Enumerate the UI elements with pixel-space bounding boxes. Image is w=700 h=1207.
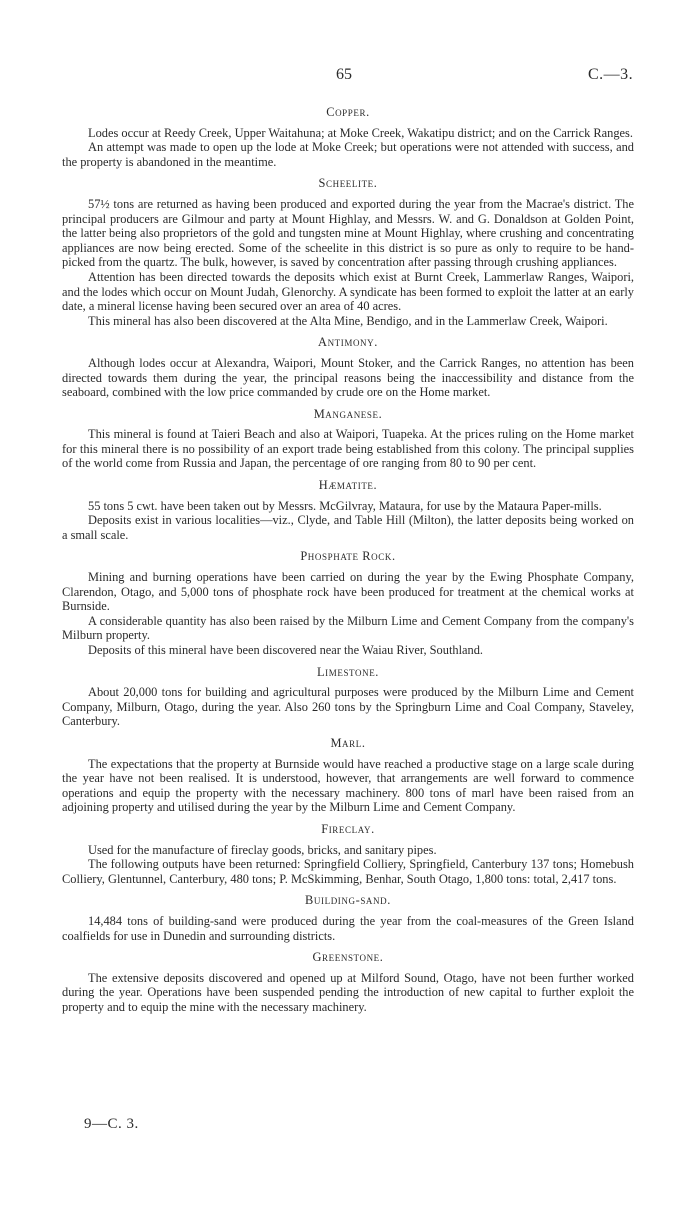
section-building-sand (62, 893, 634, 943)
paragraph: 57½ tons are returned as having been produced and exported during the year from the Macrae's district. The principal producers are Gilmour and party at Mount Highlay, and Messrs. W. and G. Donaldson at Golden Point, the latter being also proprietors of the gold and tungsten mine at Mount Highlay, where crushing and concentrating appliances are now being erected. Some of the scheelite in this district is so pure as only to require to be hand-picked from the quartz. The bulk, however, is saved by concentration after passing through crushing appliances. (62, 196, 634, 270)
signature-reference: 9—C. 3. (84, 1116, 139, 1132)
document-reference: C.—3. (588, 66, 634, 83)
paragraph: Lodes occur at Reedy Creek, Upper Waitahuna; at Moke Creek, Wakatipu district; and on the Carrick Ranges. (88, 125, 633, 140)
paragraph: This mineral has also been discovered at the Alta Mine, Bendigo, and in the Lammerlaw Creek, Waipori. (88, 313, 608, 328)
paragraph: The following outputs have been returned: Springfield Colliery, Springfield, Canterbury 137 tons; Homebush Colliery, Glentunnel, Canterbury, 480 tons; P. McSkimming, Benhar, South Otago, 1,800 tons: total, 2,417 tons. (62, 857, 634, 886)
section-marl (62, 736, 634, 815)
section-copper (62, 105, 634, 169)
paragraph: The expectations that the property at Burnside would have reached a productive stage on a large scale during the year have not been realised. It is understood, however, that arrangements are well forward to commence operations and equip the property with the necessary machinery. 800 tons of marl have been raised from an adjoining property and utilised during the year by the Milburn Lime and Cement Company. (62, 756, 634, 815)
paragraph: A considerable quantity has also been raised by the Milburn Lime and Cement Company from the company's Milburn property. (62, 613, 634, 643)
paragraph: Used for the manufacture of fireclay goods, bricks, and sanitary pipes. (88, 842, 437, 857)
paragraph: This mineral is found at Taieri Beach and also at Waipori, Tuapeka. At the prices ruling on the Home market for this mineral there is no possibility of an export trade being established from this colony. The principal supplies of the world come from Russia and Japan, the percentage of ore ranging from 80 to 90 per cent. (62, 427, 634, 471)
section-antimony (62, 335, 634, 399)
section-title: Marl. (330, 735, 366, 750)
section-manganese (62, 407, 634, 471)
paragraph: About 20,000 tons for building and agricultural purposes were produced by the Milburn Lime and Cement Company, Milburn, Otago, during the year. Also 260 tons by the Springburn Lime and Coal Company, Staveley, Canterbury. (62, 685, 634, 729)
section-haematite (62, 478, 634, 542)
section-title: Fireclay. (321, 821, 375, 836)
section-title: Antimony. (318, 335, 378, 350)
page-header (0, 66, 700, 88)
section-greenstone (62, 950, 634, 1014)
paragraph: The extensive deposits discovered and opened up at Milford Sound, Otago, have not been further worked during the year. Operations have been suspended pending the introduction of new capital to further exploit the property and to equip the mine with the necessary machinery. (62, 970, 634, 1014)
section-title: Phosphate Rock. (300, 549, 396, 564)
section-fireclay (62, 822, 634, 886)
paragraph: 55 tons 5 cwt. have been taken out by Messrs. McGilvray, Mataura, for use by the Mataura Paper-mills. (88, 498, 602, 513)
paragraph: 14,484 tons of building-sand were produced during the year from the coal-measures of the Green Island coalfields for use in Dunedin and surrounding districts. (62, 913, 634, 943)
section-title: Limestone. (316, 664, 379, 679)
paragraph: Deposits of this mineral have been discovered near the Waiau River, Southland. (88, 643, 484, 657)
section-title: Scheelite. (318, 176, 378, 191)
section-title: Manganese. (313, 406, 383, 421)
section-phosphate-rock (62, 549, 634, 657)
paragraph: An attempt was made to open up the lode at Moke Creek; but operations were not attended with success, and the property is abandoned in the meantime. (62, 140, 634, 169)
section-title: Building-sand. (305, 893, 391, 908)
section-title: Hæmatite. (318, 478, 378, 493)
section-scheelite (62, 176, 634, 328)
section-limestone (62, 665, 634, 729)
paragraph: Mining and burning operations have been carried on during the year by the Ewing Phosphate Company, Clarendon, Otago, and 5,000 tons of phosphate rock have been produced for treatment at the chemical works at Burnside. (62, 570, 634, 614)
document-body (62, 98, 634, 1014)
paragraph: Although lodes occur at Alexandra, Waipori, Mount Stoker, and the Carrick Ranges, no attention has been directed towards them during the year, the principal reasons being the inaccessibility and distance from the seaboard, combined with the low price commanded by crude ore on the Home market. (62, 355, 634, 400)
section-title: Copper. (326, 105, 370, 119)
section-title: Greenstone. (312, 950, 384, 965)
page-number: 65 (336, 66, 352, 83)
paragraph: Deposits exist in various localities—viz., Clyde, and Table Hill (Milton), the latter deposits being worked on a small scale. (62, 513, 634, 542)
paragraph: Attention has been directed towards the deposits which exist at Burnt Creek, Lammerlaw Ranges, Waipori, and the lodes which occur on Mount Judah, Glenorchy. A syndicate has been formed to exploit the latter at an early date, a mineral license having been secured over an area of 40 acres. (62, 269, 634, 314)
